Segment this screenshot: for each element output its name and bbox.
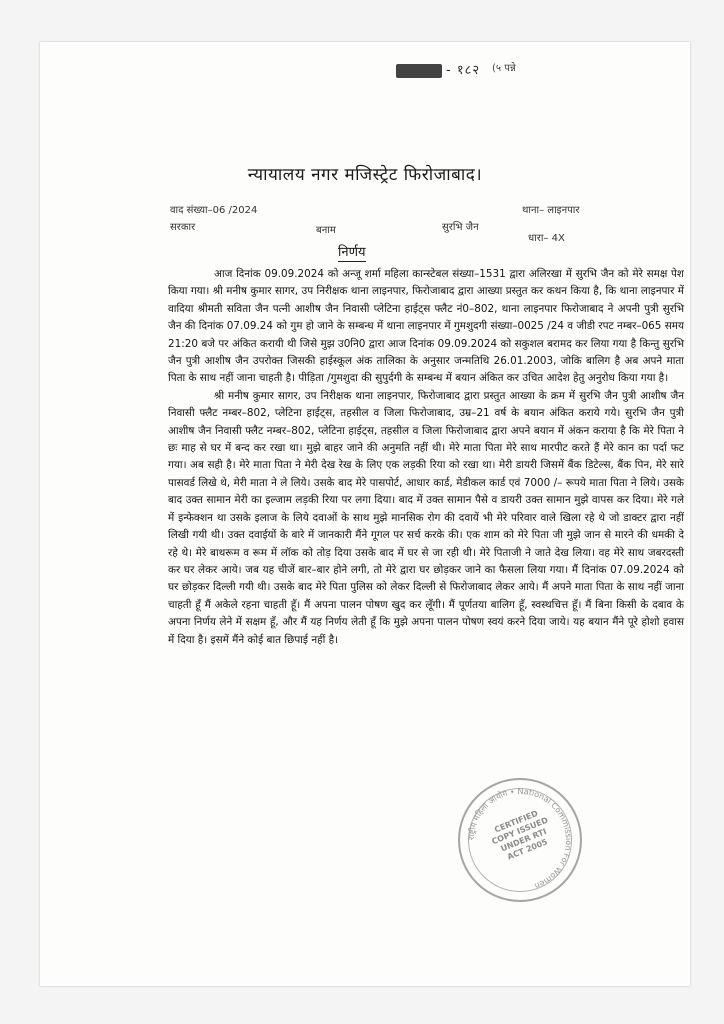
court-title: न्यायालय नगर मजिस्ट्रेट फिरोजाबाद। [247,165,483,185]
section-label: धारा– 4X [528,233,565,244]
redaction-blot [396,64,442,78]
document-page [40,42,690,986]
judgment-body [168,266,684,649]
judgment-heading: निर्णय [338,242,366,262]
stamp-ring-text: राष्ट्रीय महिला आयोग • National Commission For Women [466,786,574,891]
paragraph-2: श्री मनीष कुमार सागर, उप निरीक्षक थाना लाइनपार, फिरोजाबाद द्वारा प्रस्तुत आख्या के क्रम में सुरभि जैन पुत्री आशीष जैन निवासी फ्लैट नम्बर–802, प्लेटिना हाईट्स, तहसील व जिला फिरोजाबाद, उम्र–21 वर्ष के बयान अंकित कराये गये। सुरभि जैन पुत्री आशीष जैन निवासी फ्लैट नम्बर–802, प्लेटिना हाईट्स, तहसील व जिला फिरोजाबाद द्वारा अपने बयान में अंकन कराया है कि मेरे पिता ने छः माह से घर में बन्द कर रखा था। मुझे बाहर जाने की अनुमति नहीं थी। मेरे माता पिता मेरे साथ मारपीट करते हैं मेरे कान का पर्दा फट गया। अब सही है। मेरे माता पिता ने मेरी देख रेख के लिए एक लड़की रिया को रखा था। मेरी डायरी जिसमें बैंक डिटेल्स, बैंक पिन, मेरे सारे पासवर्ड लिखे थे, मेरी माता ने ले लिये। उसके बाद मेरे पासपोर्ट, आधार कार्ड, मेडीकल कार्ड एवं 7000 /– रूपये माता पिता ने लिये। उसके बाद उक्त सामान मेरी का इल्जाम लड़की रिया पर लगा दिया। बाद में उक्त सामान पैसे व डायरी उक्त सामान मुझे वापस कर दिया। मेरे गले में इन्फेक्शन था उसके इलाज के लिये दवाओं के साथ मुझे मानसिक रोग की दवायें भी मेरे परिवार वाले खिला रहे थे जो डाक्टर द्वारा नहीं लिखी गयी थी। उक्त दवाईयों के बारे में जानकारी मैंने गूगल पर सर्च करके की। एक शाम को मेरे पिता जी मुझे जान से मारने की धमकी दे रहे थे। मेरे बाथरूम व रूम में लॉक को तोड़ दिया उसके बाद में घर से जा रही थी। मेरे पिताजी ने जाते देख लिया। वह मेरे साथ जबरदस्ती कर घर लेकर आये। जब यह चीजें बार–बार होने लगी, तो मेरे द्वारा घर छोड़कर जाने का फैसला लिया गया। मैं दिनांक 07.09.2024 को घर छोड़कर दिल्ली गयी थी। उसके बाद मेरे पिता पुलिस को लेकर दिल्ली से फिरोजाबाद लेकर आये। मैं अपने माता पिता के साथ नहीं जाना चाहती हूँ मैं अकेले रहना चाहती हूँ। मैं अपना पालन पोषण खुद कर लूँगी। मैं पूर्णतया बालिग हूँ, स्वस्थचित्त हूँ। मैं बिना किसी के दबाव के अपना निर्णय लेने में सक्षम हूँ, और मैं यह निर्णय लेती हूँ कि मुझे अपना पालन पोषण स्वयं करने दिया जाये। यह बयान मैंने पूरे होशो हवास में दिया है। इसमें मैंने कोई बात छिपाई नहीं है। [168,389,684,646]
stamp-center-text: CERTIFIED COPY ISSUED UNDER RTI ACT 2005 [490,808,550,862]
party-respondent: सुरभि जैन [442,222,479,233]
party-plaintiff: सरकार [170,222,196,233]
case-number: वाद संख्या–06 /2024 [170,205,258,216]
top-note: (५ पन्ने [492,63,516,74]
paragraph-1: आज दिनांक 09.09.2024 को अन्जू शर्मा महिला कान्स्टेबल संख्या–1531 द्वारा अलिरखा में सुरभि जैन को मेरे समक्ष पेश किया गया। श्री मनीष कुमार सागर, उप निरीक्षक थाना लाइनपार, फिरोजाबाद द्वारा आख्या प्रस्तुत कर कथन किया है, कि थाना लाइनपार में वादिया श्रीमती सविता जैन पत्नी आशीष जैन निवासी प्लेटिना हाईट्स फ्लैट नं0–802, थाना लाइनपार फिरोजाबाद ने अपनी पुत्री सुरभि जैन की दिनांक 07.09.24 को गुम हो जाने के सम्बन्ध में थाना लाइनपार में गुमशुदगी संख्या–0025 /24 व जीडी रपट नम्बर–065 समय 21:20 बजे पर अंकित करायी थी जिसे मुझ उ0नि0 द्वारा आज दिनांक 09.09.2024 को सकुशल बरामद कर लिया गया है किन्तु सुरभि जैन पुत्री आशीष जैन उपरोक्त जिसकी हाईस्कूल अंक तालिका के अनुसार जन्मतिथि 26.01.2003, जोकि बालिग है अब अपने माता पिता के साथ नहीं जाना चाहती है। पीड़िता /गुमशुदा की सुपुर्दगी के सम्बन्ध में बयान अंकित कर उचित आदेश हेतु अनुरोध किया गया है। [168,268,684,385]
page-mark: - १८२ [396,60,480,78]
versus-label: बनाम [316,225,336,236]
certified-copy-stamp [458,778,582,902]
police-station-label: थाना– लाइनपार [522,205,580,216]
